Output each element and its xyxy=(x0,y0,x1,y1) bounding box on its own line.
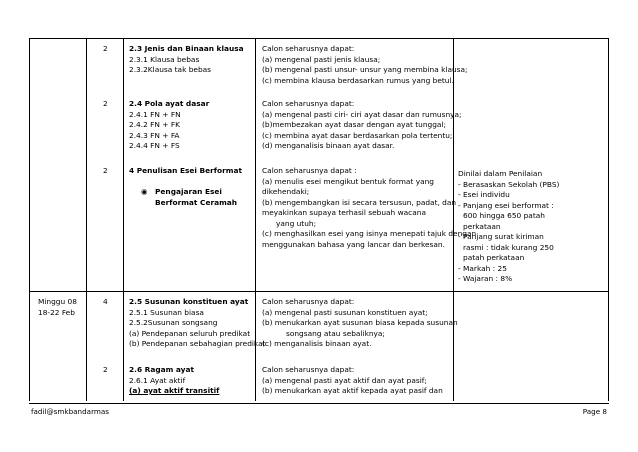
hasil-line: Calon seharusnya dapat: xyxy=(262,297,355,306)
catatan-line: - Panjang esei berformat : xyxy=(458,200,554,210)
topic-title: 2.4 Pola ayat dasar xyxy=(129,99,210,108)
hasil-line: Calon seharusnya dapat: xyxy=(262,365,355,374)
catatan-line: perkataan xyxy=(463,221,501,231)
catatan-line: - Berasaskan Sekolah (PBS) xyxy=(458,179,560,189)
catatan-line: 600 hingga 650 patah xyxy=(463,211,545,220)
minggu-line: 18-22 Feb xyxy=(38,307,75,317)
hasil-line: (c) menganalisis binaan ayat. xyxy=(262,339,372,348)
table-border-top xyxy=(29,38,609,39)
hasil-line: (a) mengenal pasti jenis klausa; xyxy=(262,54,381,64)
catatan-line: patah perkataan xyxy=(463,253,525,262)
footer-author: fadil@smkbandarmas xyxy=(31,407,110,416)
hasil-line: Calon seharusnya dapat: xyxy=(262,99,355,108)
column-divider-1 xyxy=(86,38,87,401)
topic-line: (a) ayat aktif transitif xyxy=(129,386,220,395)
topic-title: 2.5 Susunan konstituen ayat xyxy=(129,297,249,306)
hasil-line: (b) mengembangkan isi secara tersusun, padat, dan xyxy=(262,197,457,207)
hasil-line: dikehendaki; xyxy=(262,187,310,196)
hasil-line: (b) mengenal pasti unsur- unsur yang membina klausa; xyxy=(262,65,468,74)
hasil-line: songsang atau sebaliknya; xyxy=(286,328,385,338)
hasil-line: (b) menukarkan ayat susunan biasa kepada susunan xyxy=(262,318,458,327)
bullet-line: Pengajaran Esei xyxy=(155,187,222,196)
hasil-line: (d) menganalisis binaan ayat dasar. xyxy=(262,141,395,150)
topic-title: 2.6 Ragam ayat xyxy=(129,365,194,374)
hasil-line: (b)membezakan ayat dasar dengan ayat tunggal; xyxy=(262,120,447,129)
hasil-line: (a) mengenal pasti susunan konstituen ayat; xyxy=(262,307,428,317)
topic-line: (a) Pendepanan seluruh predikat xyxy=(129,328,251,338)
column-divider-2 xyxy=(123,38,124,401)
topic-title: 4 Penulisan Esei Berformat xyxy=(129,166,242,175)
catatan-line: Dinilai dalam Penilaian xyxy=(458,169,543,178)
topic-line: 2.4.3 FN + FA xyxy=(129,130,180,140)
catatan-line: rasmi : tidak kurang 250 xyxy=(463,242,554,252)
hasil-line: meyakinkan supaya terhasil sebuah wacana xyxy=(262,208,426,217)
hasil-line: Calon seharusnya dapat : xyxy=(262,166,357,175)
topic-line: 2.3.1 Klausa bebas xyxy=(129,54,200,64)
page-number: Page 8 xyxy=(582,407,607,416)
topic-line: 2.6.1 Ayat aktif xyxy=(129,375,186,385)
catatan-line: - Panjang surat kiriman xyxy=(458,232,544,241)
table-border-right xyxy=(608,38,609,401)
topic-line: 2.4.4 FN + FS xyxy=(129,141,180,150)
masa-cell: 2 xyxy=(103,44,108,53)
hasil-line: (c) membina klausa berdasarkan rumus yang betul. xyxy=(262,75,454,85)
hasil-line: (a) mengenal pasti ayat aktif dan ayat pasif; xyxy=(262,375,427,385)
masa-cell: 2 xyxy=(103,365,108,374)
topic-line: 2.5.1 Susunan biasa xyxy=(129,307,204,317)
hasil-line: (c) menghasilkan esei yang isinya menepati tajuk dengan xyxy=(262,229,477,238)
hasil-line: yang utuh; xyxy=(276,218,317,228)
column-divider-4 xyxy=(453,38,454,401)
hasil-line: (c) membina ayat dasar berdasarkan pola tertentu; xyxy=(262,130,453,140)
row-divider xyxy=(29,291,609,292)
footer-divider xyxy=(29,403,609,404)
topic-line: 2.4.1 FN + FN xyxy=(129,109,181,119)
topic-line: (b) Pendepanan sebahagian predikat xyxy=(129,339,266,348)
hasil-line: Calon seharusnya dapat: xyxy=(262,44,355,53)
masa-cell: 2 xyxy=(103,99,108,108)
table-border-left xyxy=(29,38,30,401)
catatan-line: - Esei individu xyxy=(458,190,510,199)
catatan-line: - Wajaran : 8% xyxy=(458,274,513,283)
minggu-line: Minggu 08 xyxy=(38,297,77,306)
hasil-line: (b) menukarkan ayat aktif kepada ayat pasif dan xyxy=(262,386,443,395)
topic-line: 2.4.2 FN + FK xyxy=(129,120,180,129)
bullet-line: Berformat Ceramah xyxy=(155,197,238,207)
catatan-line: - Markah : 25 xyxy=(458,263,507,273)
hasil-line: (a) menulis esei mengikut bentuk format yang xyxy=(262,176,434,186)
hasil-line: menggunakan bahasa yang lancar dan berkesan. xyxy=(262,239,445,249)
topic-line: 2.5.2Susunan songsang xyxy=(129,318,218,327)
masa-cell: 4 xyxy=(103,297,108,306)
bullet-icon: ◉ xyxy=(141,187,148,196)
topic-line: 2.3.2Klausa tak bebas xyxy=(129,65,212,74)
masa-cell: 2 xyxy=(103,166,108,175)
hasil-line: (a) mengenal pasti ciri- ciri ayat dasar dan rumusnya; xyxy=(262,109,462,119)
topic-title: 2.3 Jenis dan Binaan klausa xyxy=(129,44,244,53)
